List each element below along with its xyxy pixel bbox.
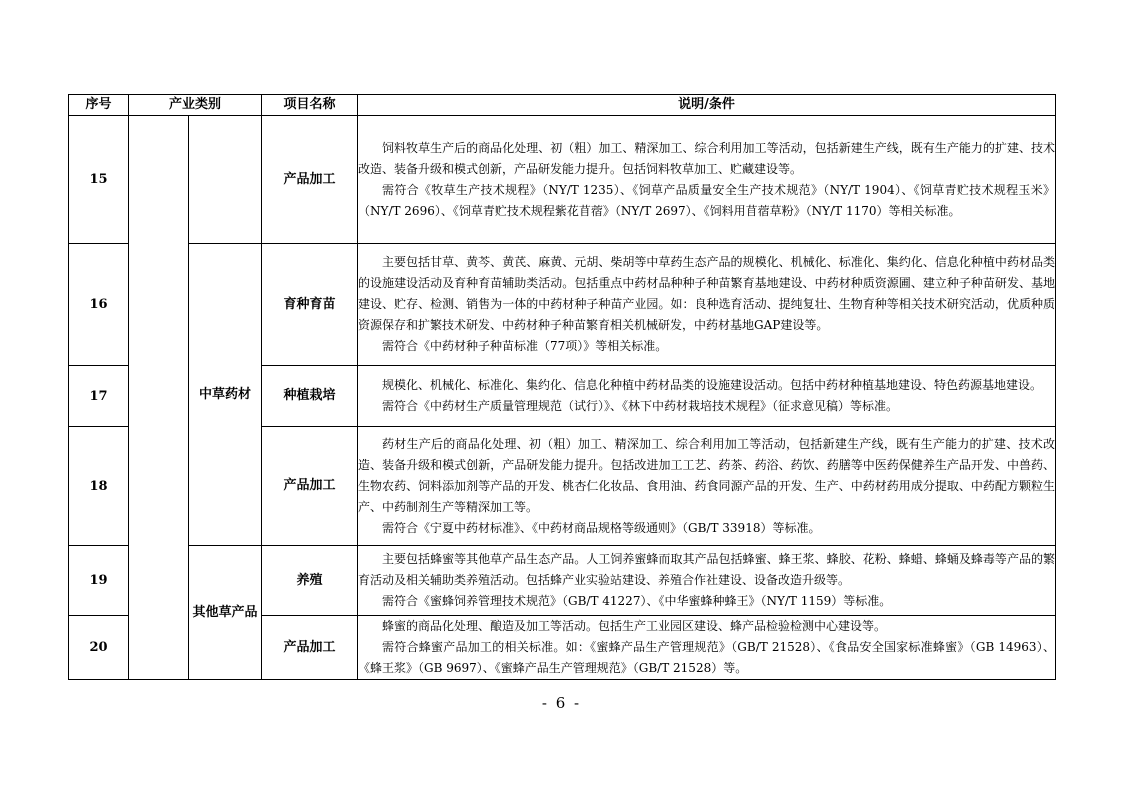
subcategory-blank-cell bbox=[189, 116, 262, 244]
table-row bbox=[69, 244, 1056, 366]
table-row bbox=[69, 546, 1056, 616]
project-name: 产品加工 bbox=[262, 116, 358, 244]
project-name: 育种育苗 bbox=[262, 244, 358, 366]
table-header-row bbox=[69, 95, 1056, 116]
description-paragraph: 蜂蜜的商品化处理、酿造及加工等活动。包括生产工业园区建设、蜂产品检验检测中心建设等。 bbox=[382, 619, 887, 633]
header-industry-category: 产业类别 bbox=[129, 95, 262, 116]
description-cell bbox=[358, 116, 1056, 244]
category-herbs: 中草药材 bbox=[189, 244, 262, 546]
header-description: 说明/条件 bbox=[358, 95, 1056, 116]
description-paragraph: 主要包括甘草、黄芩、黄芪、麻黄、元胡、柴胡等中草药生态产品的规模化、机械化、标准化、集约化、信息化种植中药材品类的设施建设活动及育种育苗辅助类活动。包括重点中药材品种种子种苗繁育基地建设、中药材种质资源圃、建立种子种苗研发、基地建设、贮存、检测、销售为一体的中药材种子种苗产业园。如：良种选育活动、提纯复壮、生物育种等相关技术研究活动，优质种质资源保存和扩繁技术研发、中药材种子种苗繁育相关机械研发，中药材基地GAP建设等。 bbox=[358, 255, 1056, 332]
row-number: 18 bbox=[69, 427, 129, 546]
row-number: 17 bbox=[69, 366, 129, 427]
page-number: - 6 - bbox=[541, 694, 582, 712]
description-cell bbox=[358, 427, 1056, 546]
standards-paragraph: 需符合《宁夏中药材标准》、《中药材商品规格等级通则》（GB/T 33918）等标准。 bbox=[382, 520, 821, 535]
project-name: 养殖 bbox=[262, 546, 358, 616]
header-serial-number: 序号 bbox=[69, 95, 129, 116]
standards-paragraph: 需符合《中药材种子种苗标准（77项）》等相关标准。 bbox=[382, 339, 668, 353]
row-number: 15 bbox=[69, 116, 129, 244]
description-paragraph: 规模化、机械化、标准化、集约化、信息化种植中药材品类的设施建设活动。包括中药材种植基地建设、特色药源基地建设。 bbox=[382, 378, 1043, 392]
description-paragraph: 饲料牧草生产后的商品化处理、初（粗）加工、精深加工、综合利用加工等活动，包括新建生产线，既有生产能力的扩建、技术改造、装备升级和模式创新，产品研发能力提升。包括饲料牧草加工、贮藏建设等。 bbox=[358, 140, 1056, 176]
standards-paragraph: 需符合《蜜蜂饲养管理技术规范》（GB/T 41227）、《中华蜜蜂种蜂王》（NY/T 1159）等标准。 bbox=[382, 594, 892, 608]
category-other-grass-products: 其他草产品 bbox=[189, 546, 262, 680]
row-number: 19 bbox=[69, 546, 129, 616]
project-name: 种植栽培 bbox=[262, 366, 358, 427]
description-cell bbox=[358, 546, 1056, 616]
description-paragraph: 主要包括蜂蜜等其他草产品生态产品。人工饲养蜜蜂而取其产品包括蜂蜜、蜂王浆、蜂胶、花粉、蜂蜡、蜂蛹及蜂毒等产品的繁育活动及相关辅助类养殖活动。包括蜂产业实验站建设、养殖合作社建设、设备改造升级等。 bbox=[358, 552, 1056, 587]
standards-paragraph: 需符合《中药材生产质量管理规范（试行）》、《林下中药材栽培技术规程》（征求意见稿）等标准。 bbox=[382, 399, 899, 413]
row-number: 16 bbox=[69, 244, 129, 366]
project-name: 产品加工 bbox=[262, 616, 358, 680]
description-cell bbox=[358, 366, 1056, 427]
description-cell bbox=[358, 616, 1056, 680]
standards-paragraph: 需符合《牧草生产技术规程》（NY/T 1235）、《饲草产品质量安全生产技术规范》（NY/T 1904）、《饲草青贮技术规程玉米》（NY/T 2696）、《饲草青贮技术规程紫花苜蓿》（NY/T 2697）、《饲料用苜蓿草粉》（NY/T 1170）等相关标准。 bbox=[358, 182, 1056, 218]
table-row bbox=[69, 116, 1056, 244]
header-project-name: 项目名称 bbox=[262, 95, 358, 116]
description-paragraph: 药材生产后的商品化处理、初（粗）加工、精深加工、综合利用加工等活动，包括新建生产线，既有生产能力的扩建、技术改造、装备升级和模式创新，产品研发能力提升。包括改进加工工艺、药茶、药浴、药饮、药膳等中医药保健养生产品开发、中兽药、生物农药、饲料添加剂等产品的开发、桃杏仁化妆品、食用油、药食同源产品的开发、生产、中药材药用成分提取、中药配方颗粒生产、中药制剂生产等精深加工等。 bbox=[358, 436, 1056, 514]
industry-table bbox=[68, 94, 1056, 680]
standards-paragraph: 需符合蜂蜜产品加工的相关标准。如：《蜜蜂产品生产管理规范》（GB/T 21528）、《食品安全国家标准蜂蜜》（GB 14963）、《蜂王浆》（GB 9697）、《蜜蜂产品生产管理规范》（GB/T 21528）等。 bbox=[358, 640, 1056, 675]
category-blank-cell bbox=[129, 116, 189, 680]
row-number: 20 bbox=[69, 616, 129, 680]
description-cell bbox=[358, 244, 1056, 366]
project-name: 产品加工 bbox=[262, 427, 358, 546]
